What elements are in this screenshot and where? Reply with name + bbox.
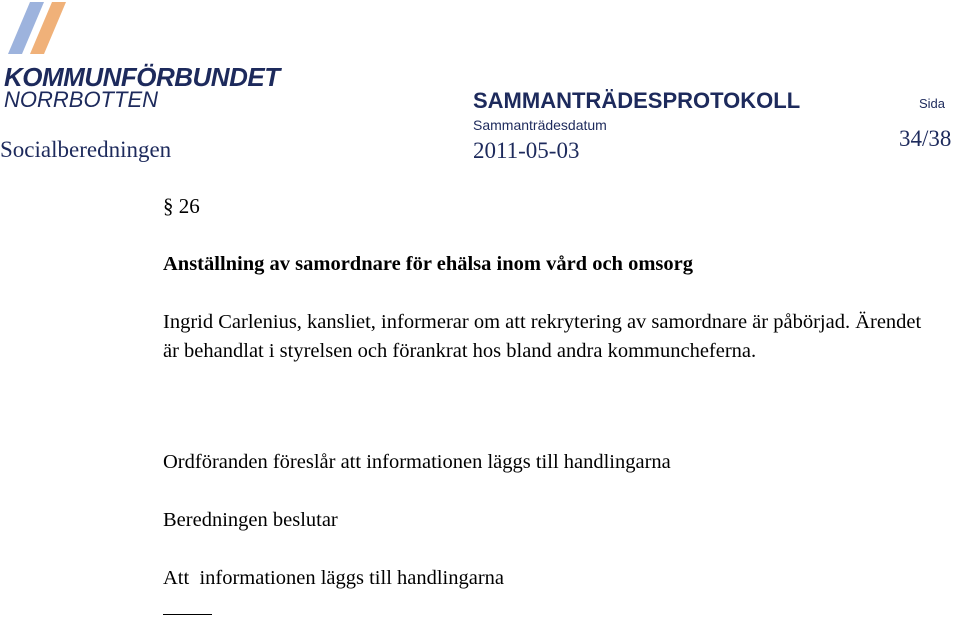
decision-heading: Beredningen beslutar (163, 509, 338, 531)
section-body: Ingrid Carlenius, kansliet, informerar om att rekrytering av samordnare är påbörjad. Ärendet är behandlat i styrelsen och förankrat hos bland andra kommuncheferna. (163, 311, 922, 362)
signature-rule (163, 614, 212, 615)
page-number: 34/38 (899, 126, 952, 151)
logo-line1: KOMMUNFÖRBUNDET (4, 62, 280, 92)
section-number: § 26 (163, 194, 200, 218)
decision-text: Att informationen läggs till handlingarna (163, 567, 505, 589)
logo-line2: NORRBOTTEN (4, 87, 158, 112)
section-title: Anställning av samordnare för ehälsa inom vård och omsorg (163, 253, 693, 275)
document-type: SAMMANTRÄDESPROTOKOLL (473, 88, 801, 113)
date-label: Sammanträdesdatum (473, 117, 607, 133)
page-label: Sida (919, 96, 946, 111)
logo-stripes-icon (0, 0, 270, 64)
organ-name: Socialberedningen (0, 137, 172, 162)
meeting-date: 2011-05-03 (473, 138, 580, 163)
kommunforbundet-logo (0, 0, 280, 112)
proposal-text: Ordföranden föreslår att informationen läggs till handlingarna (163, 451, 671, 473)
